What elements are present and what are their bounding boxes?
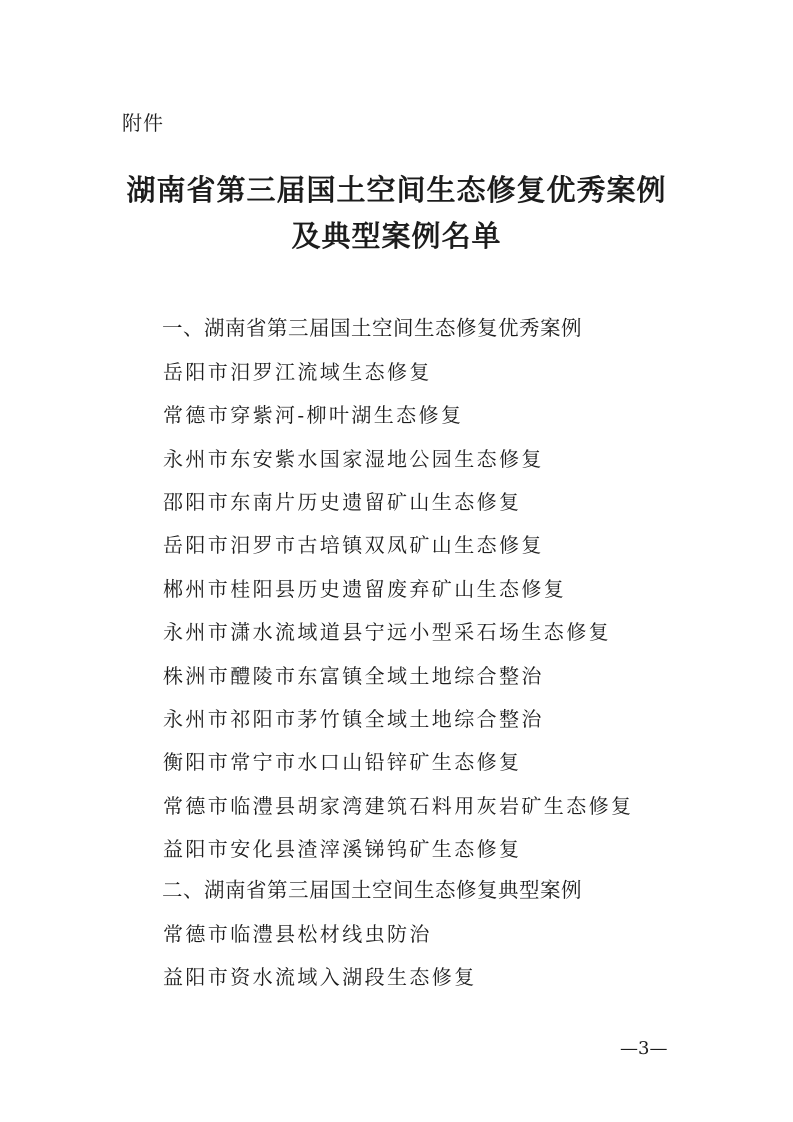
attachment-label: 附件 (122, 111, 164, 135)
list-item: 邵阳市东南片历史遗留矿山生态修复 (163, 490, 522, 514)
list-item: 常德市临澧县胡家湾建筑石料用灰岩矿生态修复 (163, 794, 634, 818)
list-item: 常德市穿紫河-柳叶湖生态修复 (163, 403, 464, 427)
list-item: 郴州市桂阳县历史遗留废弃矿山生态修复 (163, 577, 567, 601)
list-item: 永州市潇水流域道县宁远小型采石场生态修复 (163, 620, 611, 644)
list-item: 衡阳市常宁市水口山铅锌矿生态修复 (163, 750, 522, 774)
page-number: —3— (620, 1038, 668, 1059)
section-1-heading: 一、湖南省第三届国土空间生态修复优秀案例 (162, 316, 582, 340)
list-item: 岳阳市汨罗市古培镇双凤矿山生态修复 (163, 533, 544, 557)
list-item: 岳阳市汨罗江流域生态修复 (163, 360, 432, 384)
list-item: 常德市临澧县松材线虫防治 (163, 922, 432, 946)
document-title-line-2: 及典型案例名单 (291, 219, 502, 253)
list-item: 益阳市安化县渣滓溪锑钨矿生态修复 (163, 837, 522, 861)
list-item: 益阳市资水流域入湖段生态修复 (163, 965, 477, 989)
list-item: 永州市祁阳市茅竹镇全域土地综合整治 (163, 707, 544, 731)
document-title-line-1: 湖南省第三届国土空间生态修复优秀案例 (126, 173, 667, 207)
section-2-heading: 二、湖南省第三届国土空间生态修复典型案例 (162, 878, 582, 902)
list-item: 株洲市醴陵市东富镇全域土地综合整治 (163, 664, 544, 688)
list-item: 永州市东安紫水国家湿地公园生态修复 (163, 447, 544, 471)
